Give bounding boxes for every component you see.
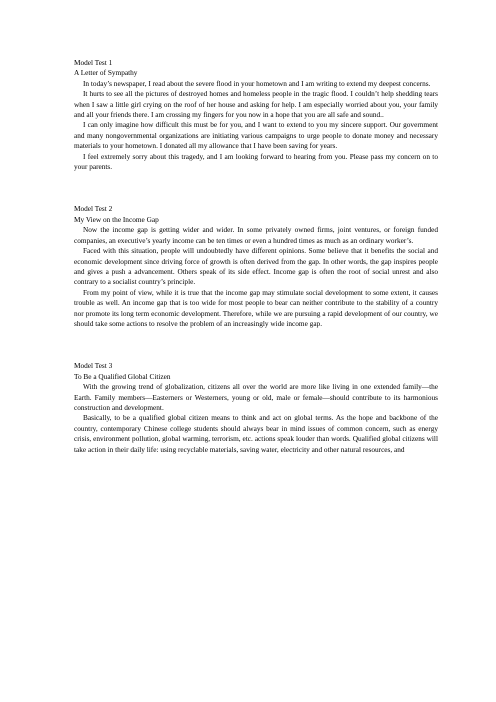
paragraph: It hurts to see all the pictures of destroyed homes and homeless people in the tragic flood. I couldn’t help shedding tears when I saw a little girl crying on the roof of her house and asking for help. I am especially worried about you, your family and all your friends there. I am crossing my fingers for you now in a hope that you are all safe and sound.. <box>74 89 438 120</box>
paragraph: Now the income gap is getting wider and wider. In some privately owned firms, joint ventures, or foreign funded companies, an executive’s yearly income can be ten times or even a hundred times as much as an ordinary worker’s. <box>74 225 438 245</box>
section-label: Model Test 3 <box>74 361 113 371</box>
essay-title: A Letter of Sympathy <box>74 68 138 78</box>
paragraph: Faced with this situation, people will undoubtedly have different opinions. Some believe that it benefits the social and economic development since driving force of growth is often derived from the gap. In other words, the gap inspires people and gives a push a advancement. Others speak of its side effect. Income gap is often the root of social unrest and also contrary to a socialist country’s principle. <box>74 246 438 287</box>
paragraph: I can only imagine how difficult this must be for you, and I want to extend to you my sincere support. Our government and many nongovernmental organizations are initiating various campaigns to urge people to donate money and necessary materials to your hometown. I donated all my allowance that I have been saving for years. <box>74 120 438 151</box>
essay-title: To Be a Qualified Global Citizen <box>74 371 171 381</box>
model-test-2 <box>74 204 438 329</box>
section-label: Model Test 2 <box>74 204 113 214</box>
paragraph: I feel extremely sorry about this tragedy, and I am looking forward to hearing from you. Please pass my concern on to your parents. <box>74 151 438 172</box>
paragraph: With the growing trend of globalization, citizens all over the world are more like living in one extended family—the Earth. Family members—Easterners or Westerners, young or old, male or female—should contribute to its harmonious construction and development. <box>74 382 438 412</box>
model-test-1 <box>74 58 438 172</box>
paragraph: In today’s newspaper, I read about the severe flood in your hometown and I am writing to extend my deepest concerns. <box>83 78 431 88</box>
paragraph: Basically, to be a qualified global citizen means to think and act on global terms. As the hope and backbone of the country, contemporary Chinese college students should always bear in mind issues of common concern, such as energy crisis, environment pollution, global warming, terrorism, etc. actions speak louder than words. Qualified global citizens will take action in their daily life: using recyclable materials, saving water, electricity and other natural resources, and <box>74 413 438 454</box>
essay-title: My View on the Income Gap <box>74 214 159 224</box>
model-test-3 <box>74 361 438 455</box>
section-label: Model Test 1 <box>74 58 113 67</box>
paragraph: From my point of view, while it is true that the income gap may stimulate social development to some extent, it causes trouble as well. An income gap that is too wide for most people to bear can neither contribute to the stability of a country nor promote its long term economic development. Therefore, while we are pursuing a rapid development of our country, we should take some actions to resolve the problem of an increasingly wide income gap. <box>74 287 438 328</box>
